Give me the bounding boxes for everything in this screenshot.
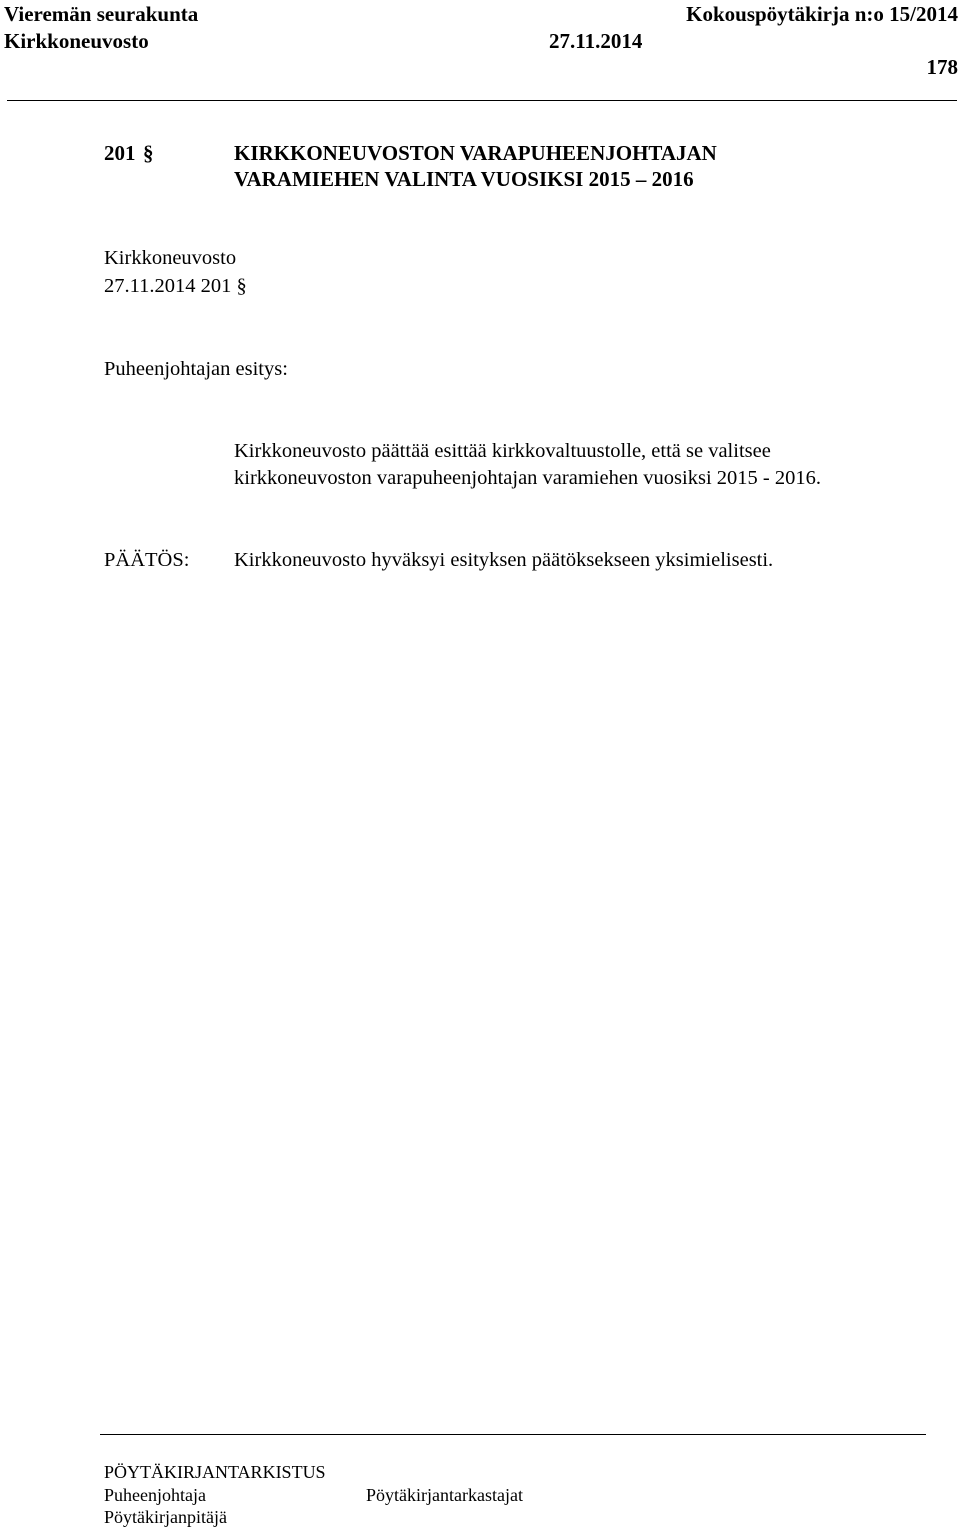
section-title-line2: VARAMIEHEN VALINTA VUOSIKSI 2015 – 2016: [234, 167, 694, 191]
page-number: 178: [926, 55, 958, 79]
organization-name: Vieremän seurakunta: [4, 2, 199, 26]
meeting-reference-body: Kirkkoneuvosto: [104, 247, 237, 269]
decision-text: Kirkkoneuvosto hyväksyi esityksen päätöksekseen yksimielisesti.: [234, 549, 774, 571]
meeting-date: 27.11.2014: [549, 29, 643, 53]
proposal-text-line1: Kirkkoneuvosto päättää esittää kirkkovaltuustolle, että se valitsee: [234, 440, 771, 462]
proposal-label: Puheenjohtajan esitys:: [104, 358, 288, 380]
footer-title: PÖYTÄKIRJANTARKISTUS: [104, 1462, 326, 1482]
footer-chair-label: Puheenjohtaja: [104, 1485, 206, 1505]
header-divider: [7, 100, 957, 101]
footer-secretary-label: Pöytäkirjanpitäjä: [104, 1507, 227, 1527]
decision-label: PÄÄTÖS:: [104, 549, 190, 571]
section-title-line1: KIRKKONEUVOSTON VARAPUHEENJOHTAJAN: [234, 141, 717, 165]
proposal-text-line2: kirkkoneuvoston varapuheenjohtajan varamiehen vuosiksi 2015 - 2016.: [234, 467, 821, 489]
section-number: 201: [104, 141, 136, 165]
footer-checkers-label: Pöytäkirjantarkastajat: [366, 1485, 523, 1505]
minutes-number: Kokouspöytäkirja n:o 15/2014: [686, 2, 958, 26]
footer-divider: [100, 1434, 926, 1435]
section-symbol: §: [143, 141, 154, 165]
governing-body: Kirkkoneuvosto: [4, 29, 149, 53]
meeting-reference-date: 27.11.2014 201 §: [104, 275, 247, 297]
